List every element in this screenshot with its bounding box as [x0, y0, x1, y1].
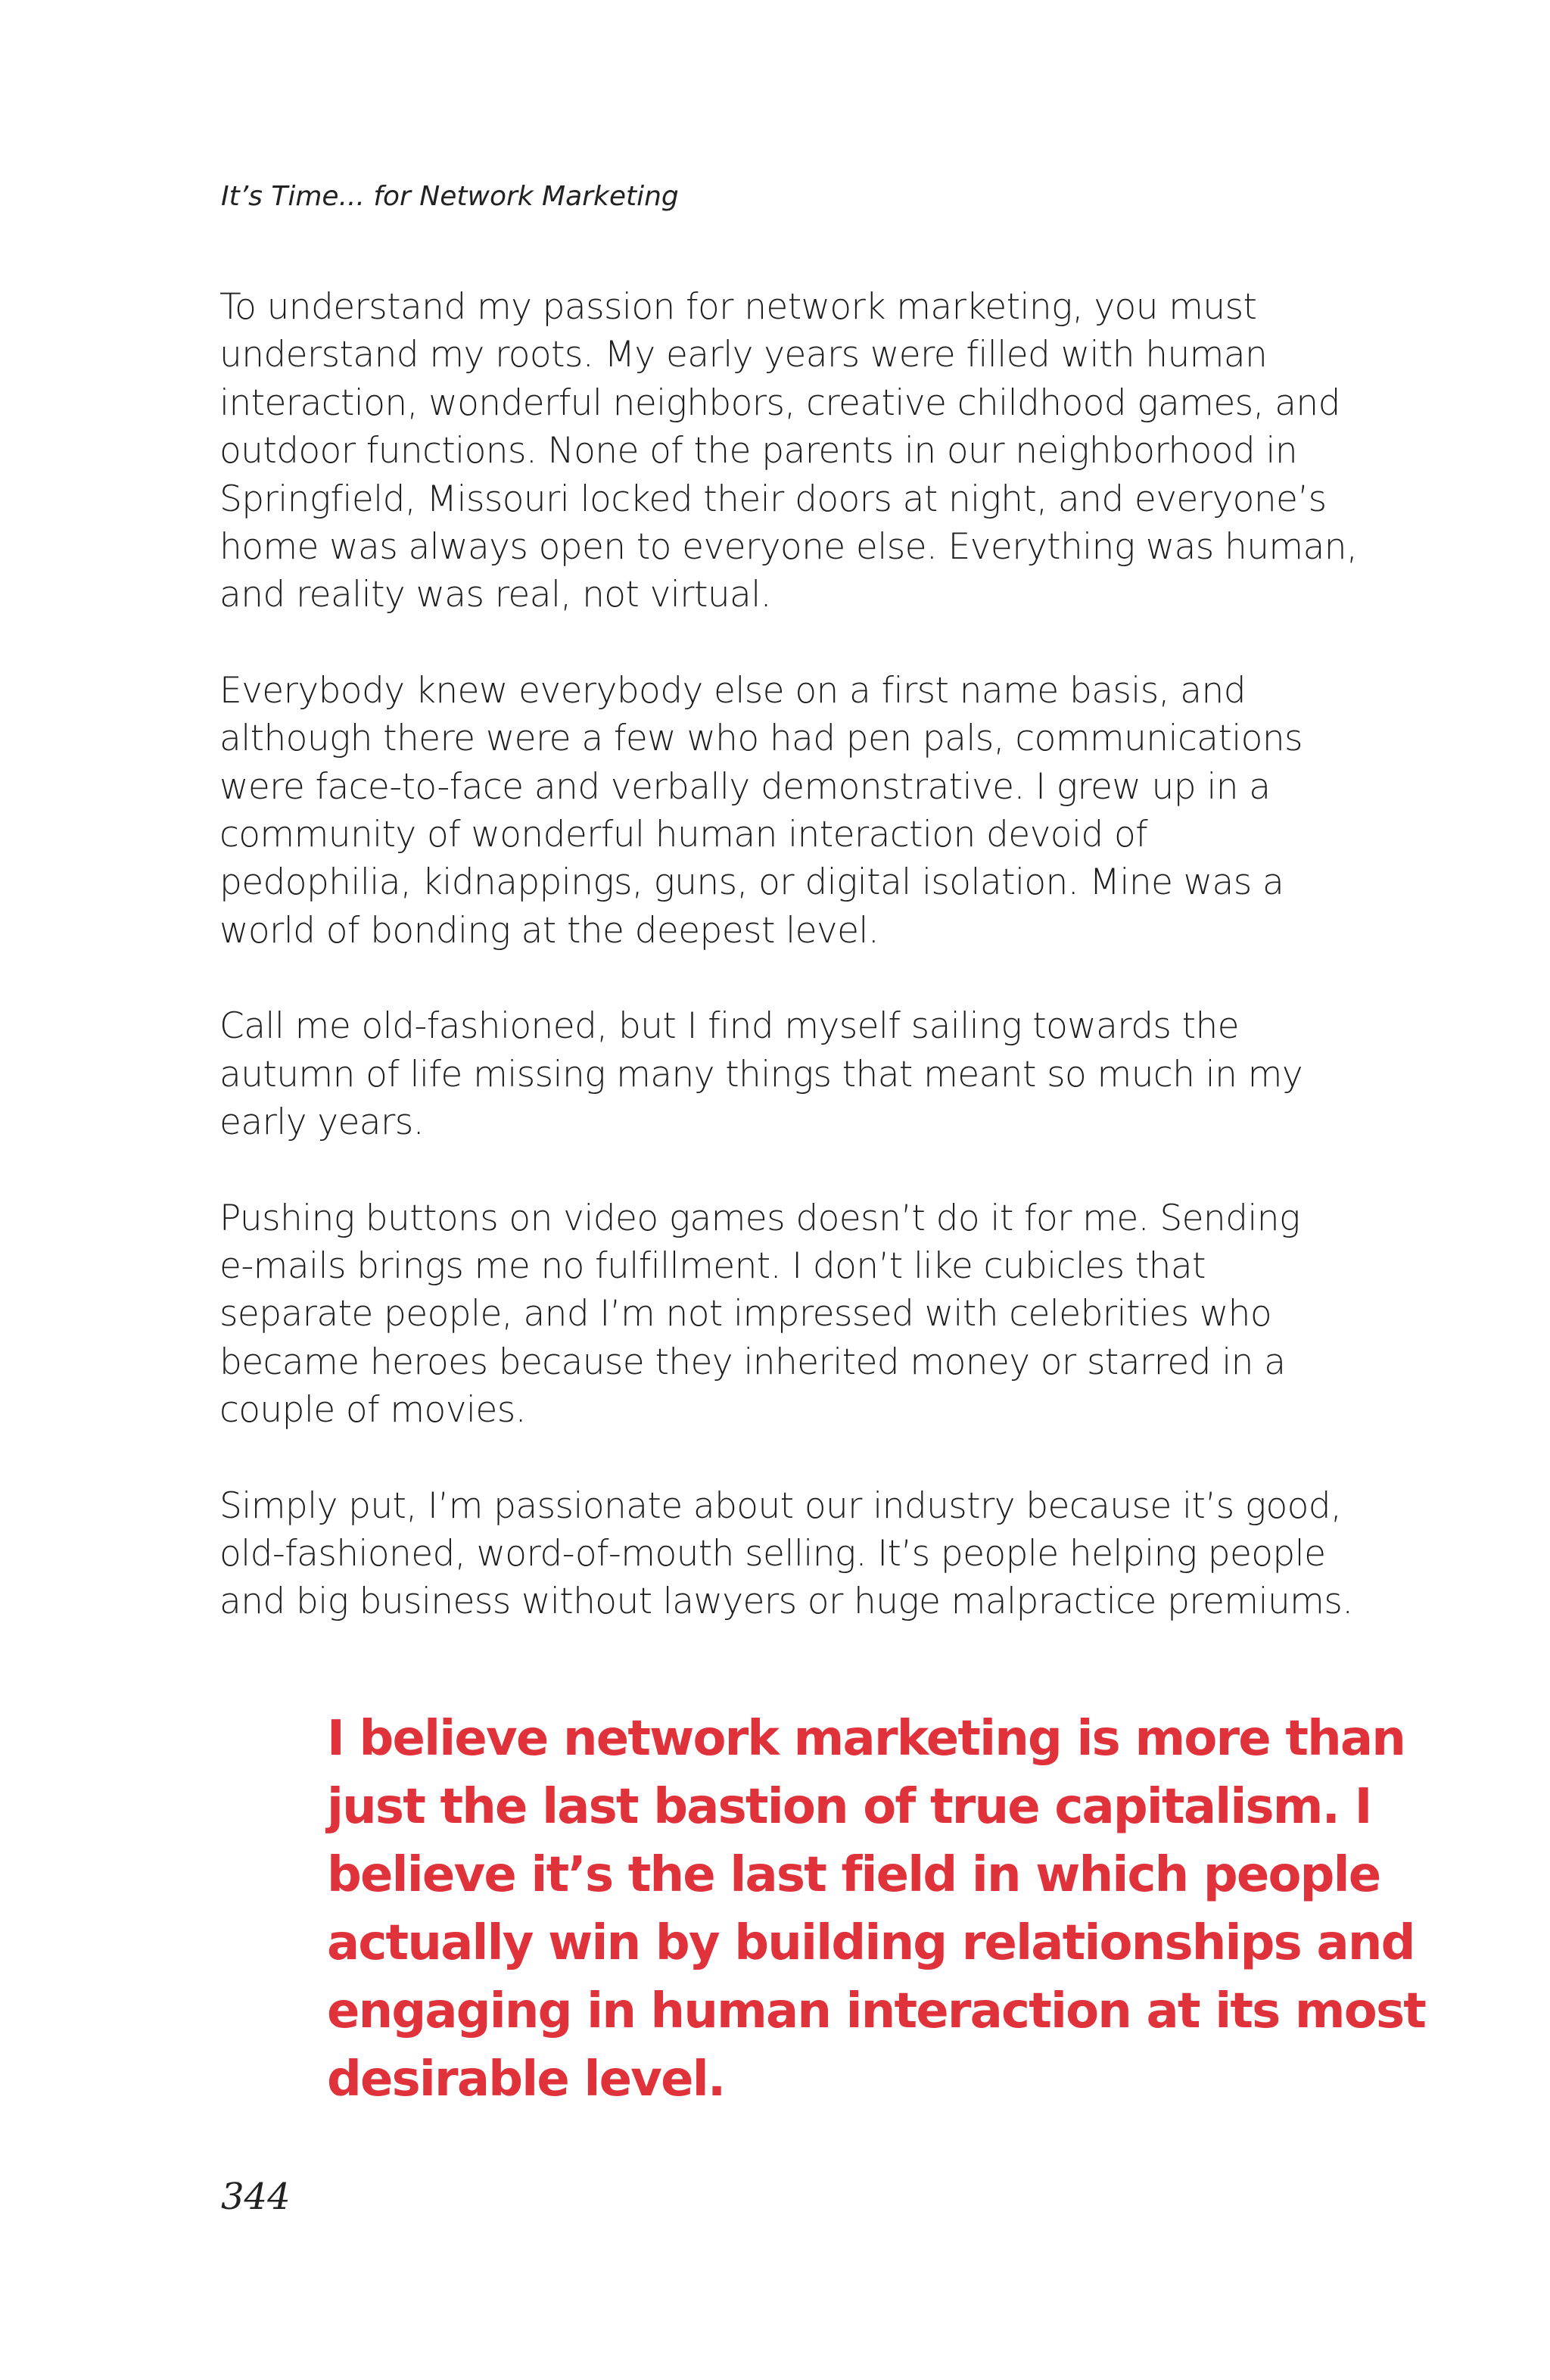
paragraph-2 [219, 667, 1370, 955]
text-line: Springfield, Missouri locked their doors at night, and everyone’s [219, 478, 1327, 520]
pull-quote-line: believe it’s the last field in which people [327, 1847, 1380, 1903]
text-line: interaction, wonderful neighbors, creative childhood games, and [219, 382, 1340, 424]
pull-quote-line: just the last bastion of true capitalism. I [327, 1779, 1371, 1835]
body-text [219, 283, 1370, 1674]
text-line: home was always open to everyone else. Everything was human, [219, 526, 1358, 569]
pull-quote-line: actually win by building relationships and [327, 1915, 1415, 1971]
text-line: Pushing buttons on video games doesn’t do it for me. Sending [219, 1197, 1300, 1239]
running-head: It’s Time... for Network Marketing [221, 181, 679, 212]
page-number: 344 [221, 2176, 291, 2218]
text-line: Simply put, I’m passionate about our industry because it’s good, [219, 1484, 1342, 1527]
paragraph-4 [219, 1195, 1370, 1435]
pull-quote-line: desirable level. [327, 2051, 725, 2107]
text-line: autumn of life missing many things that meant so much in my [219, 1053, 1303, 1095]
text-line: early years. [219, 1101, 424, 1144]
text-line: couple of movies. [219, 1389, 526, 1431]
text-line: world of bonding at the deepest level. [219, 909, 879, 952]
text-line: Everybody knew everybody else on a first name basis, and [219, 669, 1246, 712]
text-line: e-mails brings me no fulfillment. I don’t like cubicles that [219, 1245, 1206, 1287]
text-line: and reality was real, not virtual. [219, 574, 772, 616]
text-line: To understand my passion for network marketing, you must [219, 286, 1257, 328]
text-line: old-fashioned, word-of-mouth selling. It’s people helping people [219, 1532, 1326, 1575]
text-line: separate people, and I’m not impressed with celebrities who [219, 1293, 1271, 1335]
text-line: although there were a few who had pen pals, communications [219, 718, 1303, 760]
text-line: Call me old-fashioned, but I find myself sailing towards the [219, 1005, 1239, 1048]
paragraph-5 [219, 1482, 1370, 1626]
text-line: became heroes because they inherited money or starred in a [219, 1341, 1286, 1383]
text-line: community of wonderful human interaction devoid of [219, 814, 1148, 856]
pull-quote [327, 1705, 1426, 2114]
text-line: were face-to-face and verbally demonstrative. I grew up in a [219, 765, 1271, 808]
pull-quote-line: I believe network marketing is more than [327, 1711, 1405, 1767]
paragraph-3 [219, 1002, 1370, 1146]
pull-quote-line: engaging in human interaction at its most [327, 1983, 1426, 2039]
text-line: understand my roots. My early years were filled with human [219, 334, 1268, 376]
text-line: pedophilia, kidnappings, guns, or digital isolation. Mine was a [219, 861, 1284, 904]
text-line: outdoor functions. None of the parents in our neighborhood in [219, 430, 1298, 472]
paragraph-1 [219, 283, 1370, 619]
text-line: and big business without lawyers or huge malpractice premiums. [219, 1581, 1353, 1623]
